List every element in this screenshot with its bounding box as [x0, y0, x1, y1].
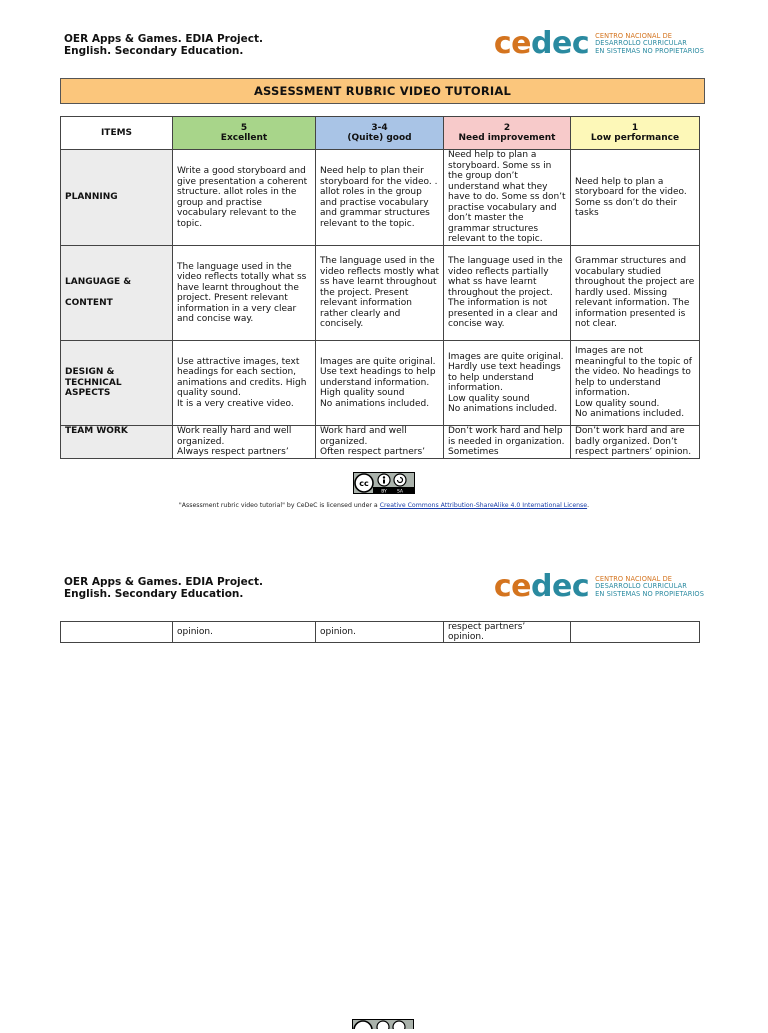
cedec-logo	[494, 570, 704, 604]
cc-license-badge[interactable]	[0, 472, 768, 498]
rubric-cell: Need help to plan their storyboard for the video. . allot roles in the group and practise vocabulary and grammar structures relevant to the topic.	[316, 150, 444, 246]
rubric-cell: Work really hard and well organized. Always respect partners’	[173, 426, 316, 459]
rubric-cell: The language used in the video reflects totally what ss have learnt throughout the project. Present relevant information in a very clear and concise way.	[173, 246, 316, 341]
rubric-cell: Write a good storyboard and give presentation a coherent structure. allot roles in the group and practise vocabulary relevant to the topic.	[173, 150, 316, 246]
rubric-cell: The language used in the video reflects mostly what ss have learnt throughout the project. Present relevant information rather clearly and concisely.	[316, 246, 444, 341]
rubric-cell: Don’t work hard and are badly organized. Don’t respect partners’ opinion.	[571, 426, 700, 459]
license-prefix: "Assessment rubric video tutorial" by CeDeC is licensed under a	[178, 502, 380, 509]
level-header-5: 5 Excellent	[173, 117, 316, 150]
rubric-cell: Need help to plan a storyboard. Some ss in the group don’t understand what they have to do. Some ss don’t practise vocabulary and don’t master the grammar structures relevant to the topic.	[444, 150, 571, 246]
rubric-cell: Images are quite original. Hardly use text headings to help understand information. Low quality sound No animations included.	[444, 341, 571, 426]
logo-subtitle: CENTRO NACIONAL DE DESARROLLO CURRICULAR EN SISTEMAS NO PROPIETARIOS	[595, 574, 704, 598]
svg-text:BY: BY	[381, 489, 387, 494]
header-line-1: OER Apps & Games. EDIA Project.	[64, 576, 263, 588]
continued-cell: respect partners’ opinion.	[444, 622, 571, 643]
rubric-cell: Images are not meaningful to the topic of the video. No headings to help to understand information. Low quality sound. No animations included.	[571, 341, 700, 426]
continued-cell	[571, 622, 700, 643]
license-text: "Assessment rubric video tutorial" by CeDeC is licensed under a Creative Commons Attribution-ShareAlike 4.0 International License.	[178, 502, 590, 509]
items-header: ITEMS	[61, 117, 173, 150]
header-line-1: OER Apps & Games. EDIA Project.	[64, 33, 263, 45]
header-line-2: English. Secondary Education.	[64, 45, 244, 57]
table-row	[61, 426, 700, 459]
rubric-cell: Don’t work hard and help is needed in organization. Sometimes	[444, 426, 571, 459]
continued-cell: opinion.	[173, 622, 316, 643]
document-title: ASSESSMENT RUBRIC VIDEO TUTORIAL	[60, 78, 705, 104]
row-heading-language-content: LANGUAGE & CONTENT	[61, 246, 173, 341]
header-text	[64, 576, 263, 600]
rubric-cell: Use attractive images, text headings for each section, animations and credits. High quality sound. It is a very creative video.	[173, 341, 316, 426]
continued-cell	[61, 622, 173, 643]
table-row	[61, 341, 700, 426]
cc-by-sa-icon	[353, 472, 415, 494]
header-line-2: English. Secondary Education.	[64, 588, 244, 600]
license-link[interactable]: Creative Commons Attribution-ShareAlike 4.0 International License	[379, 502, 588, 509]
cedec-logo	[494, 27, 704, 61]
rubric-cell: Images are quite original. Use text headings to help understand information. High quality sound No animations included.	[316, 341, 444, 426]
table-row	[61, 622, 700, 643]
row-heading-design-technical: DESIGN & TECHNICAL ASPECTS	[61, 341, 173, 426]
svg-text:cc: cc	[359, 479, 369, 488]
rubric-header-row	[61, 117, 700, 150]
svg-text:SA: SA	[396, 489, 404, 494]
cc-by-sa-icon	[352, 1019, 414, 1029]
table-row	[61, 246, 700, 341]
logo-wordmark: cedec	[493, 26, 590, 61]
row-heading-team-work: TEAM WORK	[61, 426, 173, 459]
level-header-3-4: 3-4 (Quite) good	[316, 117, 444, 150]
level-header-2: 2 Need improvement	[444, 117, 571, 150]
logo-subtitle: CENTRO NACIONAL DE DESARROLLO CURRICULAR EN SISTEMAS NO PROPIETARIOS	[595, 31, 704, 55]
rubric-table	[60, 116, 700, 459]
continued-table	[60, 621, 700, 643]
header-text	[64, 33, 263, 57]
level-header-1: 1 Low performance	[571, 117, 700, 150]
continued-cell: opinion.	[316, 622, 444, 643]
rubric-cell: Grammar structures and vocabulary studied throughout the project are hardly used. Missing relevant information. The information presented is not clear.	[571, 246, 700, 341]
rubric-cell: The language used in the video reflects partially what ss have learnt throughout the project. The information is not presented in a clear and concise way.	[444, 246, 571, 341]
rubric-cell: Need help to plan a storyboard for the video. Some ss don’t do their tasks	[571, 150, 700, 246]
rubric-cell: Work hard and well organized. Often respect partners’	[316, 426, 444, 459]
row-heading-planning: PLANNING	[61, 150, 173, 246]
table-row	[61, 150, 700, 246]
logo-wordmark: cedec	[493, 569, 590, 604]
